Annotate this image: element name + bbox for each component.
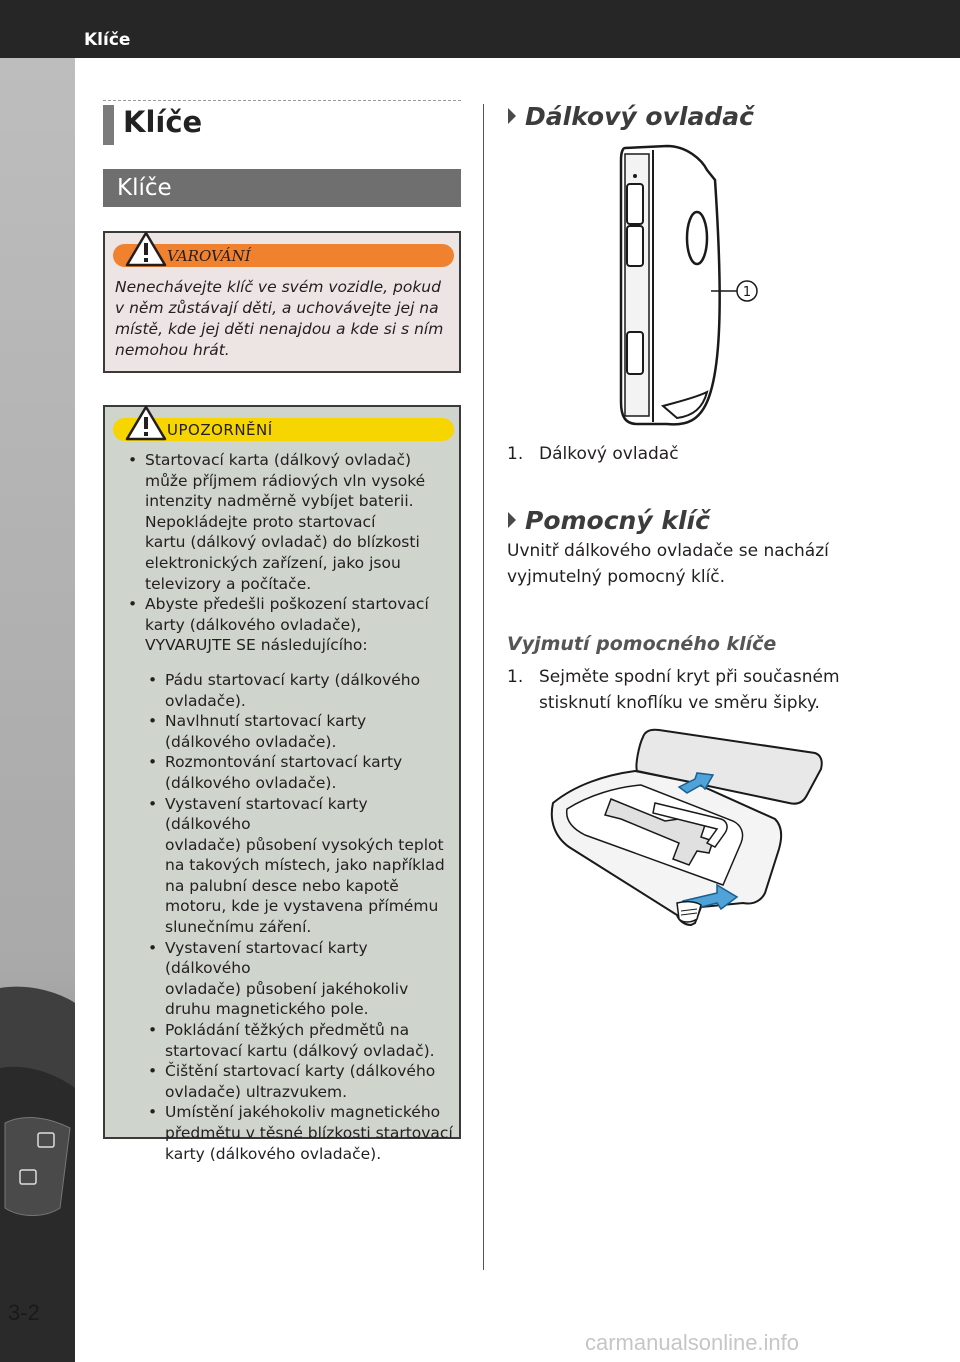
header-title: Klíče — [84, 30, 131, 50]
column-divider — [483, 104, 484, 1270]
step-text: Sejměte spodní kryt při současném stisknutí knoflíku ve směru šipky. — [539, 667, 840, 713]
caution-label: UPOZORNĚNÍ — [167, 421, 273, 439]
list-item: • Abyste předešli poškození startovací karty (dálkového ovladače), VYVARUJTE SE následujícího: — [128, 595, 429, 655]
caption-text: Dálkový ovladač — [539, 444, 679, 464]
list-item: • Pokládání těžkých předmětů na startovací kartu (dálkový ovladač). — [148, 1021, 435, 1060]
warning-triangle-icon — [125, 231, 167, 267]
sidebar-photo — [0, 58, 75, 1362]
caution-list — [125, 450, 455, 1164]
header-bar — [0, 0, 960, 58]
warning-header — [113, 244, 454, 267]
warning-text — [115, 277, 455, 361]
caution-header — [113, 418, 454, 441]
step-number: 1. — [507, 667, 524, 687]
chevron-right-icon — [507, 506, 519, 535]
warning-line: Nenechávejte klíč ve svém vozidle, pokud — [115, 278, 441, 296]
caution-triangle-icon — [125, 405, 167, 441]
aux-key-text: Uvnitř dálkového ovladače se nachází vyjmutelný pomocný klíč. — [507, 541, 829, 587]
list-item: • Vystavení startovací karty (dálkového ovladače) působení vysokých teplot na takových místech, jako například na palubní desce nebo kapotě motoru, kde je vystavena přímému slunečnímu záření. — [148, 794, 445, 937]
list-item: • Umístění jakéhokoliv magnetického předmětu v těsné blízkosti startovací karty (dálkového ovladače). — [148, 1103, 453, 1163]
removal-heading: Vyjmutí pomocného klíče — [507, 633, 777, 655]
watermark: carmanualsonline.info — [585, 1330, 800, 1355]
left-column — [103, 100, 461, 1163]
aux-key-heading — [507, 506, 710, 535]
caution-box — [103, 405, 461, 1163]
page-number: 3-2 — [8, 1300, 40, 1325]
list-item: • Čištění startovací karty (dálkového ovladače) ultrazvukem. — [148, 1062, 436, 1101]
warning-line: v něm zůstávají děti, a uchovávejte jej na — [115, 299, 439, 317]
warning-label: VAROVÁNÍ — [167, 247, 251, 265]
list-item: • Vystavení startovací karty (dálkového ovladače) působení jakéhokoliv druhu magnetického pole. — [148, 938, 409, 1019]
warning-line: místě, kde jej děti nenajdou a kde si s ním — [115, 320, 444, 338]
remote-heading — [507, 102, 754, 131]
remote-heading-text: Dálkový ovladač — [525, 102, 754, 131]
chapter-heading-text: Klíče — [123, 105, 203, 139]
remote-control-illustration — [607, 140, 807, 430]
chapter-heading — [103, 100, 461, 147]
caution-sublist — [145, 670, 455, 1164]
removal-step — [507, 664, 927, 724]
list-item: • Rozmontování startovací karty (dálkového ovladače). — [148, 753, 403, 792]
list-item: • Pádu startovací karty (dálkového ovladače). — [148, 670, 421, 710]
key-removal-illustration — [545, 725, 835, 935]
section-bar: Klíče — [103, 169, 461, 207]
aux-key-heading-text: Pomocný klíč — [525, 506, 710, 535]
warning-line: nemohou hrát. — [115, 341, 230, 359]
caption-number: 1. — [507, 444, 524, 464]
list-item: • Navlhnutí startovací karty (dálkového ovladače). — [148, 712, 367, 751]
chevron-right-icon — [507, 102, 519, 131]
list-item: • Startovací karta (dálkový ovladač) může příjmem rádiových vln vysoké intenzity nadměrně vybíjet baterii. Nepokládejte proto startovací kartu (dálkový ovladač) do blízkosti elektronických zařízení, jako jsou televizory a počítače. — [128, 451, 426, 593]
callout-number: 1 — [742, 285, 752, 300]
warning-box — [103, 231, 461, 373]
